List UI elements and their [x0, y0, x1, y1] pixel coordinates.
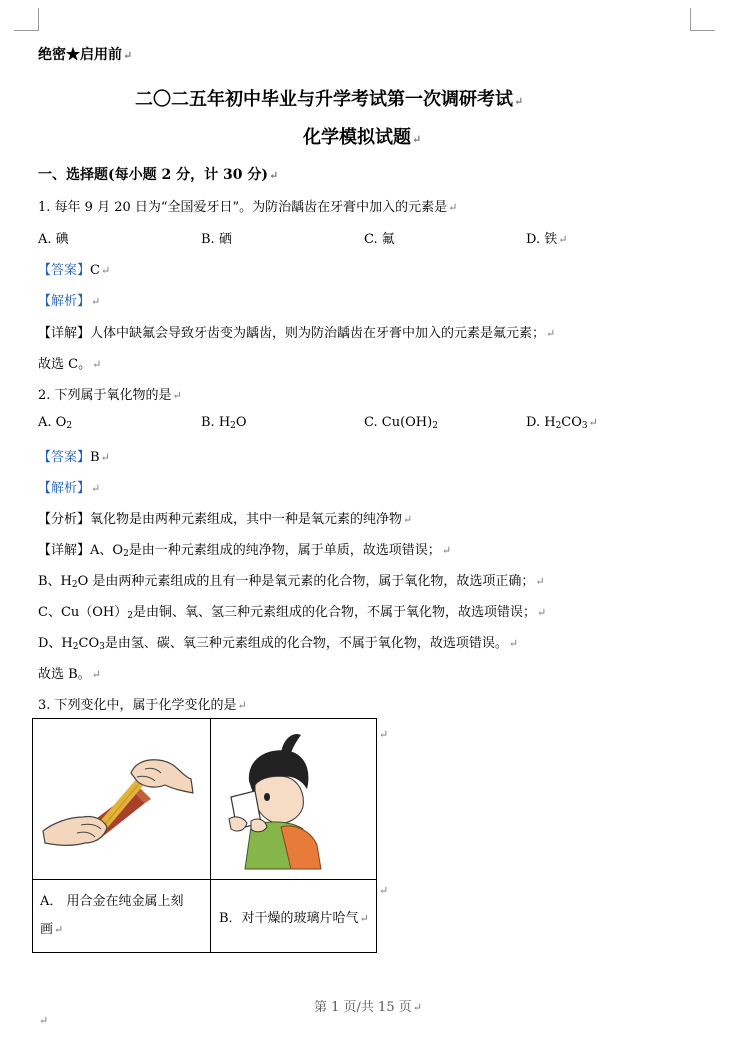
q2-option-c: C. $Cu(OH)_2$	[364, 415, 438, 431]
end-mark: ↵	[39, 1014, 49, 1027]
q1-option-c: C. 氟	[364, 232, 395, 247]
q2-detail-c: C、$Cu(OH)_2$是由铜、氧、氢三种元素组成的化合物，不属于氧化物，故选项错误；↵	[38, 605, 547, 621]
q1-option-d: D. 铁↵	[526, 232, 568, 247]
q2-option-a: A. $O_2$	[38, 415, 73, 431]
table-row-mark-1: ↵	[379, 728, 389, 741]
q2-detail-d: D、$H_2CO_3$是由氢、碳、氧三种元素组成的化合物，不属于氧化物，故选项错误。↵	[38, 636, 519, 652]
q1-conclusion: 故选 C。↵	[38, 357, 102, 372]
q1-detail: 【详解】人体中缺氟会导致牙齿变为龋齿，则为防治龋齿在牙膏中加入的元素是氟元素；↵	[38, 326, 556, 341]
q3-image-cell-a	[33, 719, 211, 880]
q2-detail-a: 【详解】A、$O_2$是由一种元素组成的纯净物，属于单质，故选项错误；↵	[38, 543, 452, 559]
q2-fenxi: 【分析】氧化物是由两种元素组成，其中一种是氧元素的纯净物↵	[38, 512, 413, 527]
q3-caption-b: B．对干燥的玻璃片哈气↵	[211, 880, 377, 953]
hands-engraving-illustration	[33, 719, 210, 875]
q1-option-a: A. 碘	[38, 232, 69, 247]
q1-analysis: 【解析】↵	[38, 294, 101, 309]
q2-answer: 【答案】B↵	[38, 450, 110, 465]
q2-conclusion: 故选 B。↵	[38, 667, 101, 682]
q2-detail-b: B、$H_2O$ 是由两种元素组成的且有一种是氧元素的化合物，属于氧化物，故选项正确；↵	[38, 574, 545, 590]
corner-mark-right	[690, 8, 715, 31]
q2-option-b: B. $H_2O$	[201, 415, 247, 431]
table-row-mark-2: ↵	[379, 884, 389, 897]
page-footer: 第 1 页/共 15 页↵	[314, 1000, 422, 1015]
q1-answer: 【答案】C↵	[38, 263, 111, 278]
exam-subtitle: 化学模拟试题↵	[303, 127, 422, 148]
q2-option-d: D. $H_2CO_3↵$	[526, 415, 598, 431]
q2-stem: 2. 下列属于氧化物的是↵	[38, 388, 182, 403]
secret-label: 绝密★启用前↵	[38, 47, 133, 63]
exam-title: 二〇二五年初中毕业与升学考试第一次调研考试↵	[135, 89, 524, 110]
q3-caption-a: A． 用合金在纯金属上刻 画↵	[33, 880, 211, 953]
girl-breathing-on-glass-illustration	[211, 719, 376, 875]
q1-option-b: B. 硒	[201, 232, 232, 247]
q3-option-table	[32, 718, 377, 953]
q1-stem: 1. 每年 9 月 20 日为“全国爱牙日”。为防治龋齿在牙膏中加入的元素是↵	[38, 200, 458, 215]
corner-mark-left	[14, 8, 39, 31]
q2-analysis: 【解析】↵	[38, 481, 101, 496]
q3-stem: 3. 下列变化中，属于化学变化的是↵	[38, 698, 247, 713]
section-heading: 一、选择题(每小题 2 分，计 30 分)↵	[38, 167, 279, 183]
q3-image-cell-b	[211, 719, 377, 880]
